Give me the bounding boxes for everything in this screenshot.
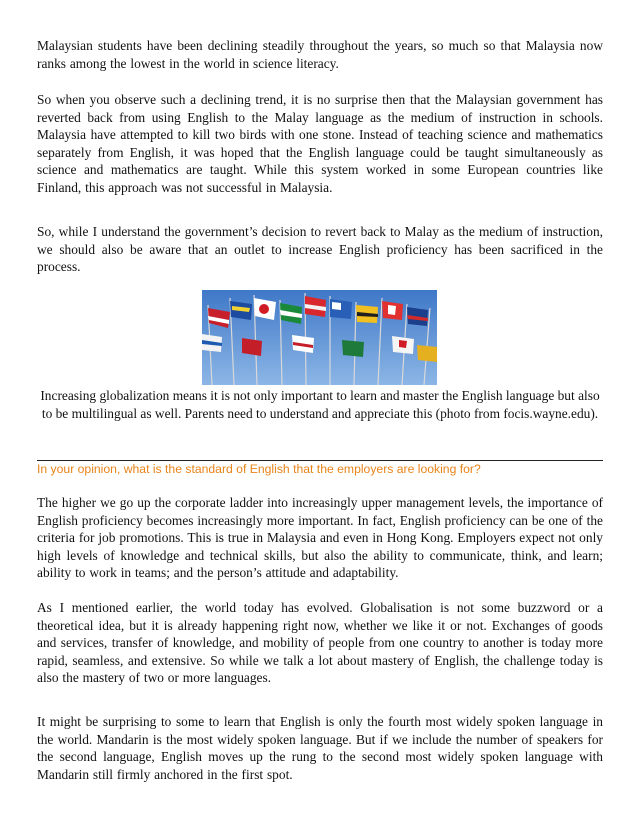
paragraph-conclusion: So, while I understand the government’s decision to revert back to Malay as the medium of instruction, we should also be aware that an outlet to increase English proficiency has been sacrificed in the process. bbox=[37, 224, 603, 275]
section-divider bbox=[37, 460, 603, 461]
interview-question: In your opinion, what is the standard of English that the employers are looking for? bbox=[37, 462, 481, 476]
photo-caption: Increasing globalization means it is not only important to learn and master the English language but also to be multilingual as well. Parents need to understand and appreciate this (photo from focis.wayne.edu). bbox=[40, 388, 600, 421]
flags-photo bbox=[202, 290, 437, 385]
flags-photo-icon bbox=[202, 290, 437, 385]
answer-paragraph-2: As I mentioned earlier, the world today has evolved. Globalisation is not some buzzword or a theoretical idea, but it is already happening right now, whether we like it or not. Exchanges of goods and services, transfer of knowledge, and mobility of people from one country to another is today more rapid, seamless, and extensive. So while we talk a lot about mastery of English, the challenge today is also the mastery of two or more languages. bbox=[37, 600, 603, 686]
answer-paragraph-1: The higher we go up the corporate ladder into increasingly upper management levels, the importance of English proficiency becomes increasingly more important. In fact, English proficiency can be one of the criteria for job promotions. This is true in Malaysia and even in Hong Kong. Employers expect not only high levels of knowledge and technical skills, but also the ability to communicate, think, and learn; ability to work in teams; and the person’s attitude and adaptability. bbox=[37, 495, 603, 581]
paragraph-intro: Malaysian students have been declining steadily throughout the years, so much so that Malaysia now ranks among the lowest in the world in science literacy. bbox=[37, 38, 603, 71]
answer-paragraph-3: It might be surprising to some to learn that English is only the fourth most widely spoken language in the world. Mandarin is the most widely spoken language. But if we include the number of speakers for the second language, English moves up the rung to the second most widely spoken language with Mandarin still firmly anchored in the first spot. bbox=[37, 714, 603, 782]
paragraph-policy: So when you observe such a declining trend, it is no surprise then that the Malaysian government has reverted back from using English to the Malay language as the medium of instruction in schools. Malaysia have attempted to kill two birds with one stone. Instead of teaching science and mathematics separately from English, it was hoped that the English language could be taught simultaneously as science and mathematics are taught. While this system worked in some European countries like Finland, this approach was not successful in Malaysia. bbox=[37, 92, 603, 195]
